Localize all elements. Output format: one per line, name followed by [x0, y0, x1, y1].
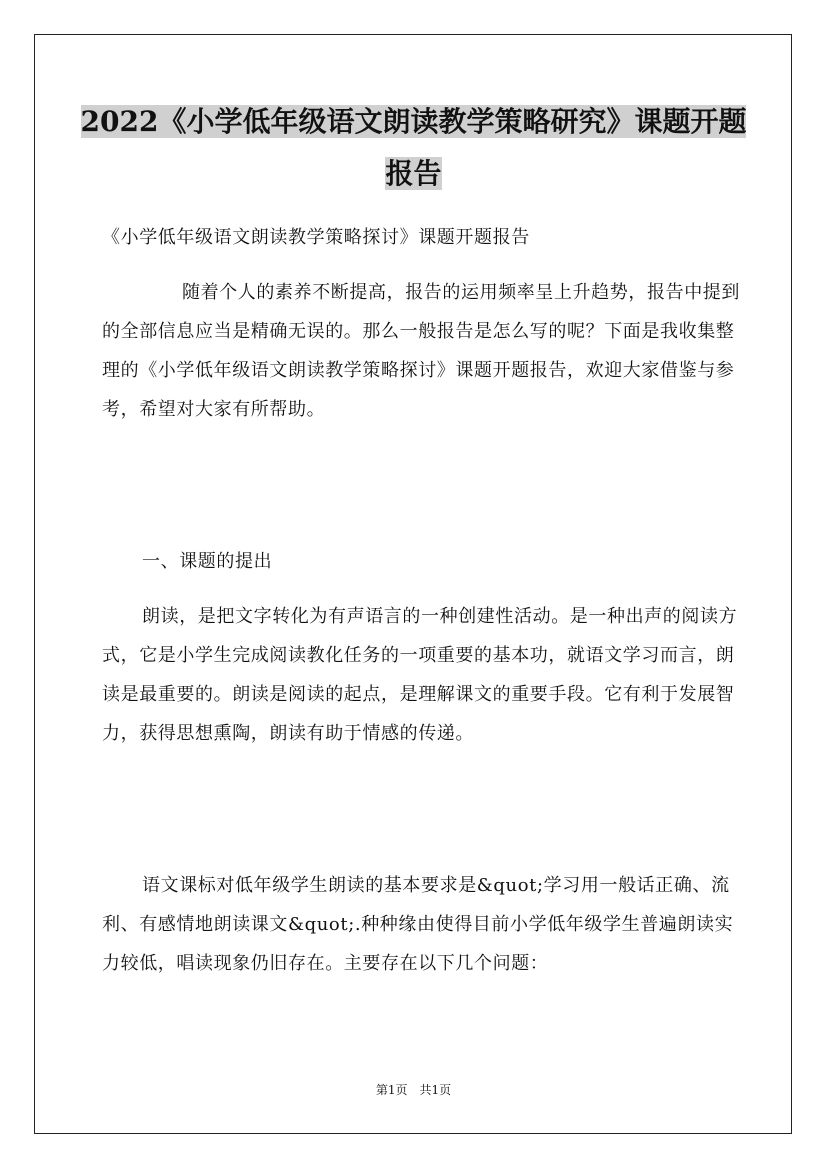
body-paragraph-1: 朗读，是把文字转化为有声语言的一种创建性活动。是一种出声的阅读方式，它是小学生完成阅读教化任务的一项重要的基本功，就语文学习而言，朗读是最重要的。朗读是阅读的起点，是理解课文的重要手段。它有利于发展智力，获得思想熏陶，朗读有助于情感的传递。 [102, 606, 738, 744]
intro-paragraph: 随着个人的素养不断提高，报告的运用频率呈上升趋势，报告中提到的全部信息应当是精确无误的。那么一般报告是怎么写的呢？下面是我收集整理的《小学低年级语文朗读教学策略探讨》课题开题报告，欢迎大家借鉴与参考，希望对大家有所帮助。 [102, 282, 740, 420]
document-title [80, 96, 747, 200]
document-title-text: 2022《小学低年级语文朗读教学策略研究》课题开题报告 [80, 105, 747, 190]
section-heading: 一、课题的提出 [142, 551, 273, 572]
document-subtitle: 《小学低年级语文朗读教学策略探讨》课题开题报告 [102, 227, 530, 248]
page-number: 第1页 共1页 [375, 1083, 452, 1097]
body-paragraph-2: 语文课标对低年级学生朗读的基本要求是&quot;学习用一般话正确、流利、有感情地朗读课文&quot;.种种缘由使得目前小学低年级学生普遍朗读实力较低，唱读现象仍旧存在。主要存在以下几个问题： [102, 875, 734, 974]
